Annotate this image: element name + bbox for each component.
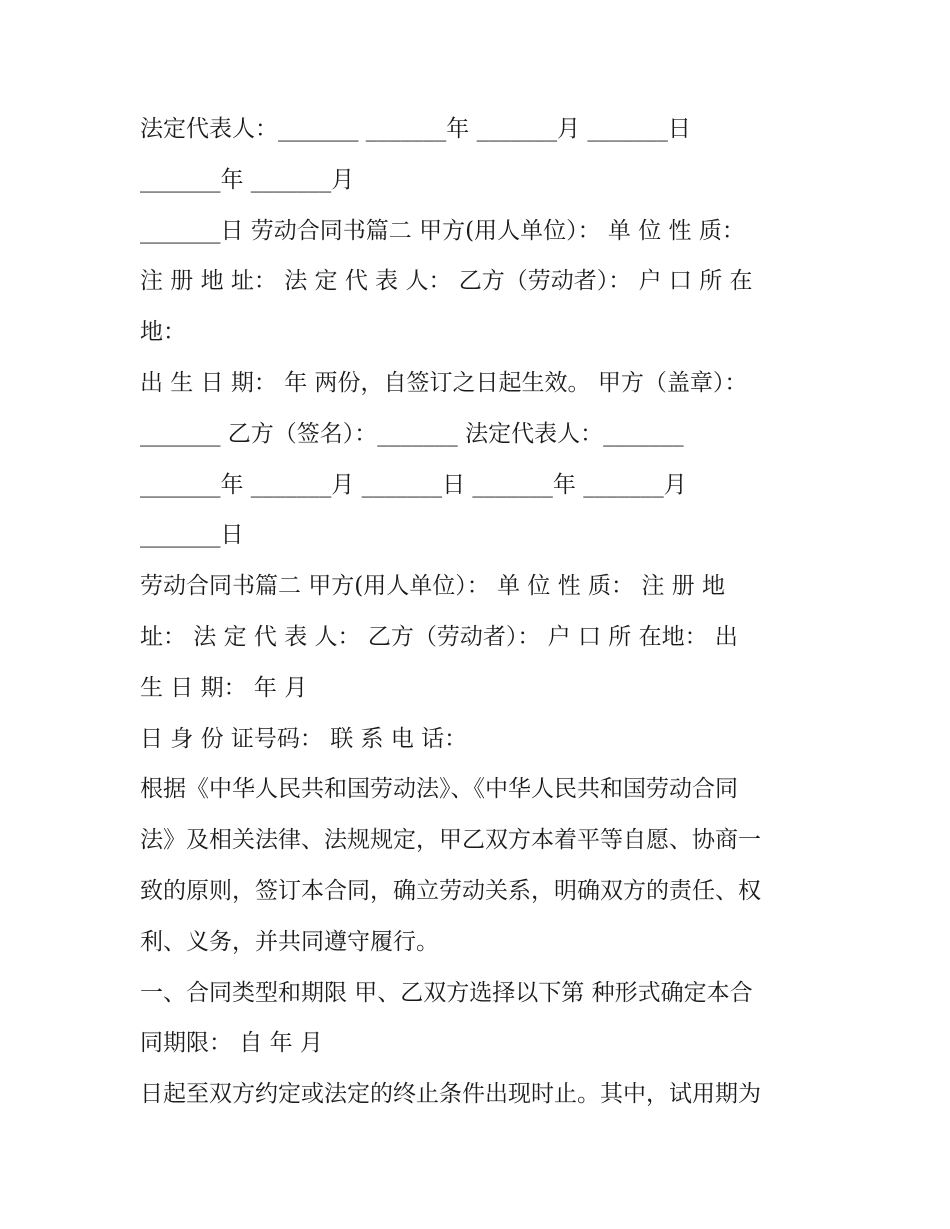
text-line-11: 址： 法 定 代 表 人： 乙方（劳动者）： 户 口 所 在地： 出 <box>140 623 738 650</box>
text-line-18: 一、合同类型和期限 甲、乙双方选择以下第 种形式确定本合 <box>140 979 753 1006</box>
text-line-2: _______年 _______月 <box>140 166 355 193</box>
text-line-6: 出 生 日 期： 年 两份，自签订之日起生效。 甲方（盖章）： <box>140 369 748 396</box>
text-line-15: 法》及相关法律、法规规定，甲乙双方本着平等自愿、协商一 <box>140 827 761 854</box>
text-line-19: 同期限： 自 年 月 <box>140 1030 323 1057</box>
text-line-17: 利、义务，并共同遵守履行。 <box>140 928 439 955</box>
text-line-12: 生 日 期： 年 月 <box>140 674 308 701</box>
text-line-1: 法定代表人：_______ _______年 _______月 _______日 <box>140 116 691 142</box>
text-line-14: 根据《中华人民共和国劳动法》、《中华人民共和国劳动合同 <box>140 776 738 803</box>
text-line-5: 地： <box>140 319 186 346</box>
text-line-4: 注 册 地 址： 法 定 代 表 人： 乙方（劳动者）： 户 口 所 在 <box>140 268 753 295</box>
text-line-7: _______ 乙方（签名）：_______ 法定代表人：_______ <box>140 420 684 447</box>
text-line-10: 劳动合同书篇二 甲方(用人单位）： 单 位 性 质： 注 册 地 <box>140 573 725 600</box>
text-line-9: _______日 <box>140 522 244 549</box>
document-body <box>140 104 840 1120</box>
text-line-16: 致的原则，签订本合同，确立劳动关系，明确双方的责任、权 <box>140 877 761 904</box>
text-line-3: _______日 劳动合同书篇二 甲方(用人单位）： 单 位 性 质： <box>140 217 745 244</box>
text-line-13: 日 身 份 证号码： 联 系 电 话： <box>140 725 468 752</box>
text-line-20: 日起至双方约定或法定的终止条件出现时止。其中，试用期为 <box>140 1081 761 1108</box>
text-line-8: _______年 _______月 _______日 _______年 _______月 <box>140 471 687 498</box>
